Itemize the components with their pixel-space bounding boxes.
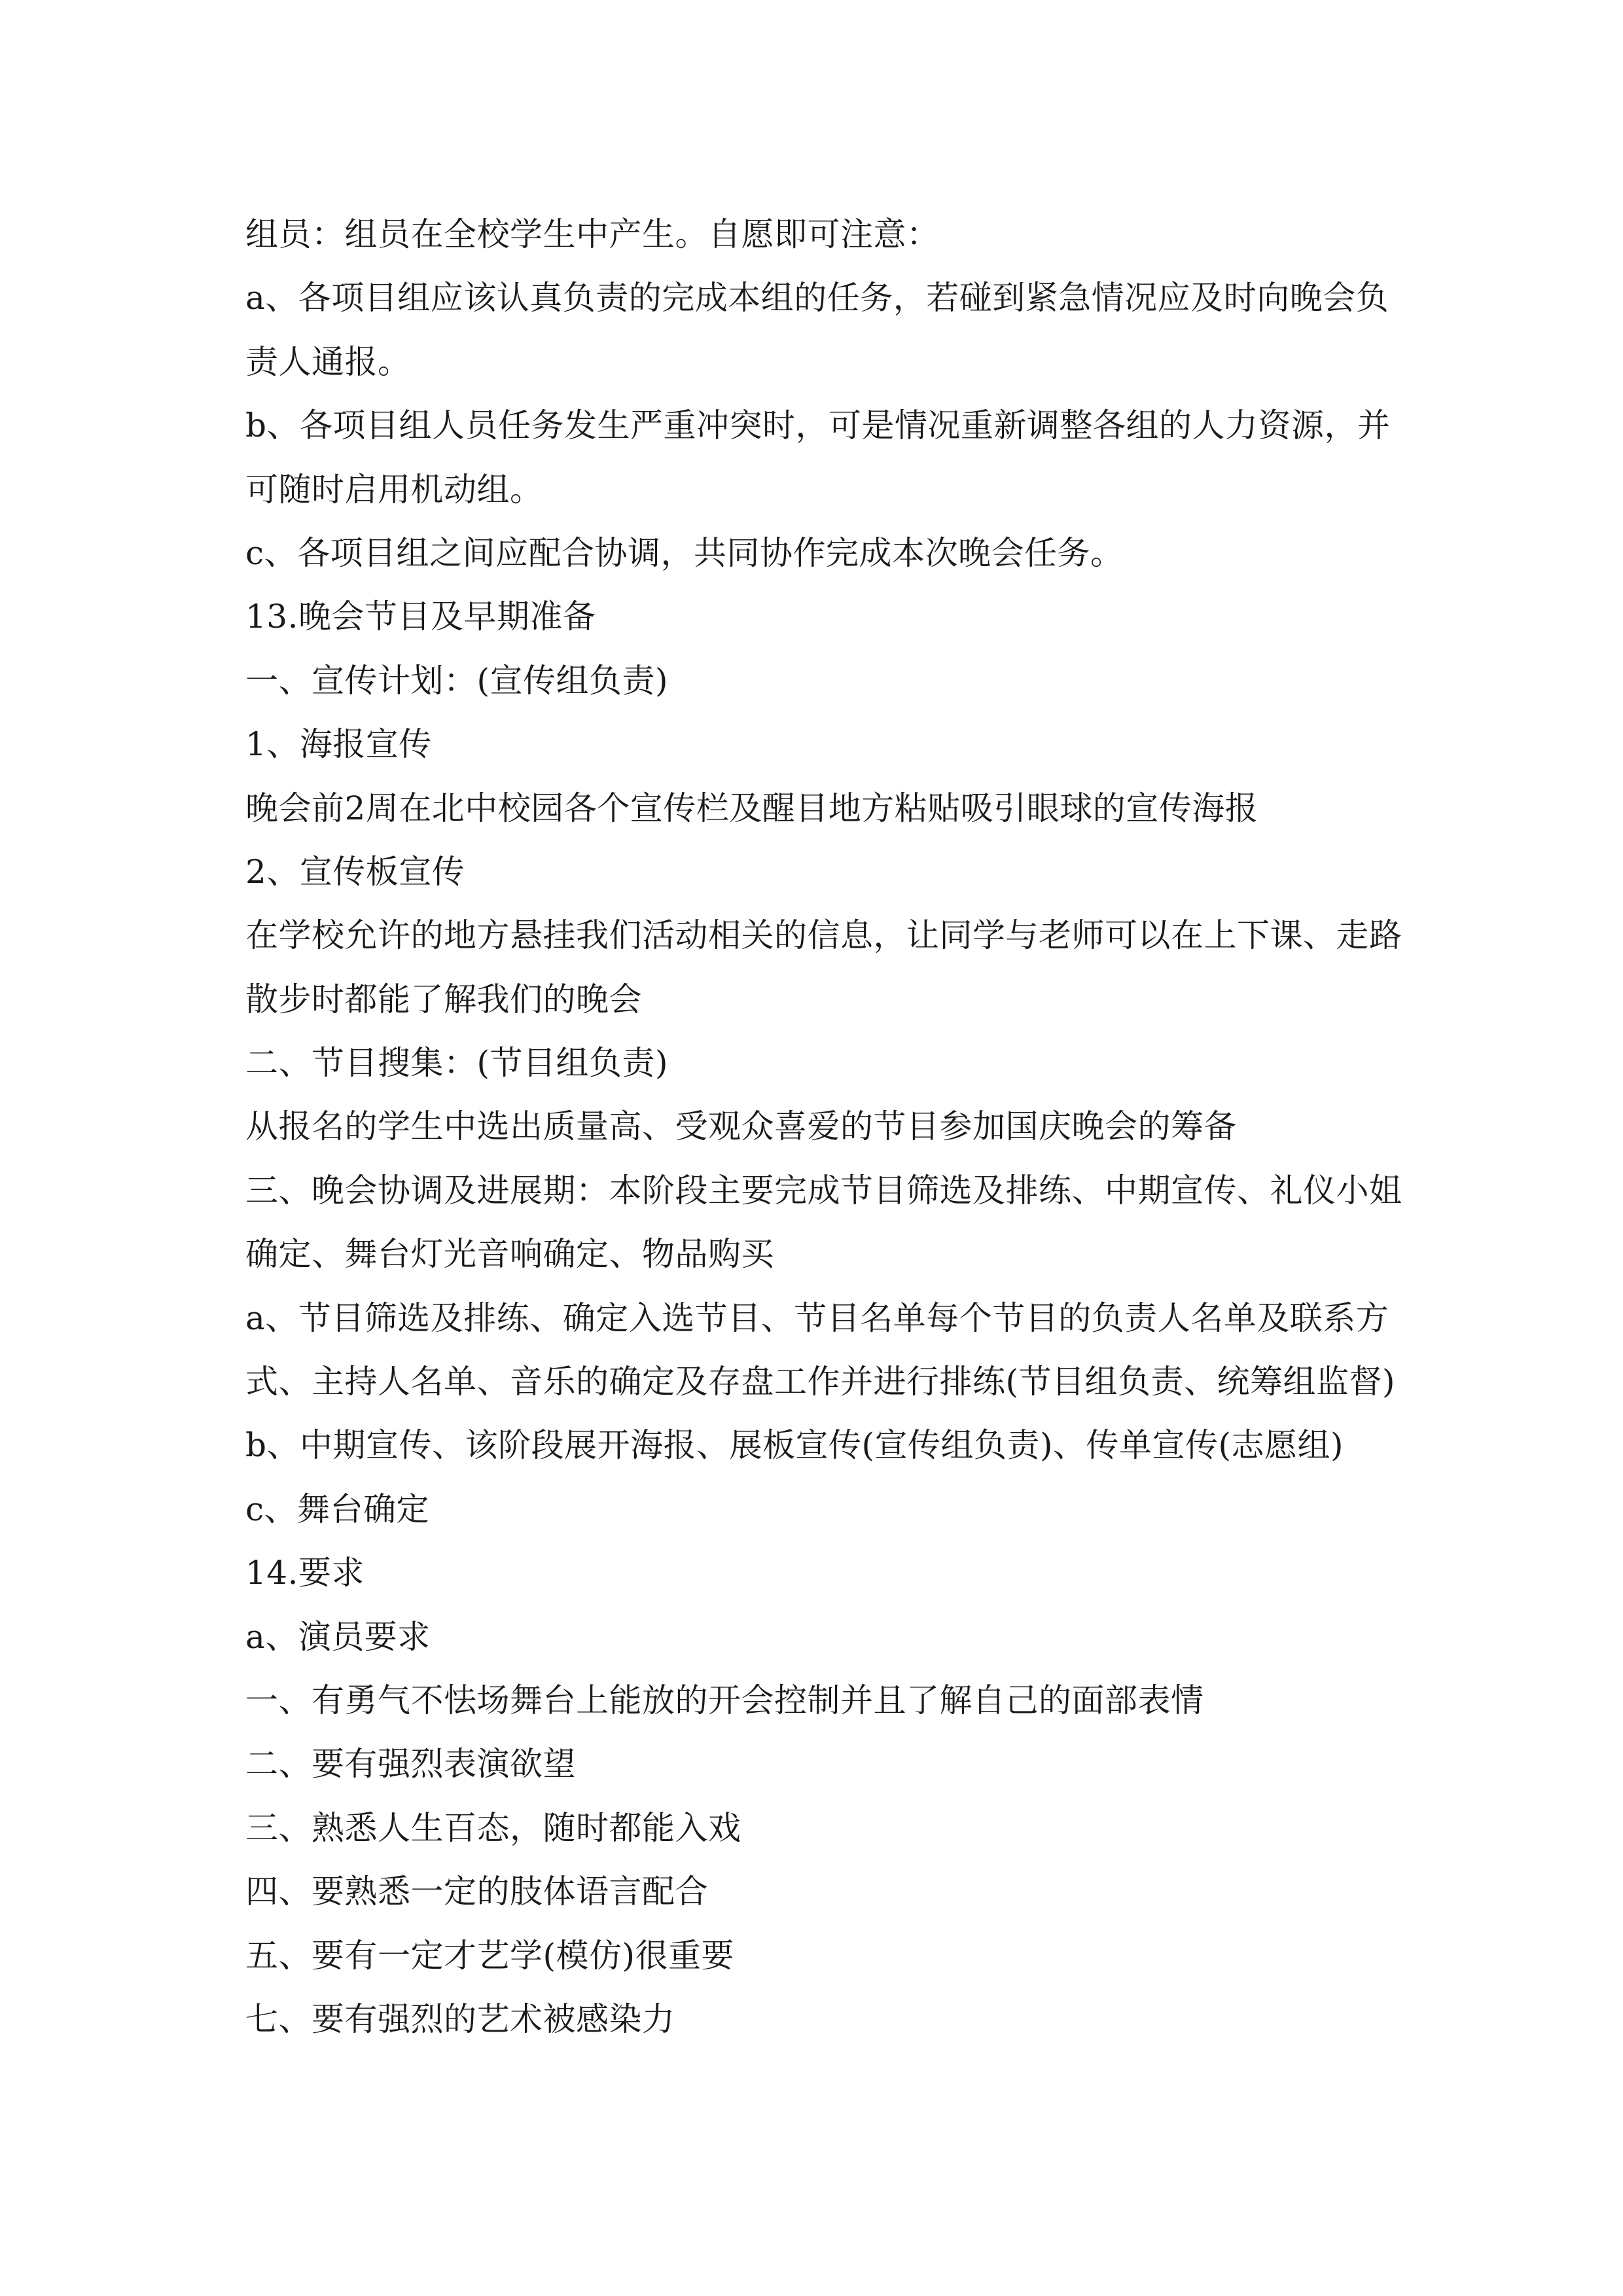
text-line: 确定、舞台灯光音响确定、物品购买 — [245, 1235, 774, 1274]
text-line: 2、宣传板宣传 — [245, 852, 465, 891]
subsection-heading: 二、节目搜集：(节目组负责) — [245, 1044, 669, 1083]
section-heading: 14.要求 — [245, 1554, 365, 1592]
text-line: 从报名的学生中选出质量高、受观众喜爱的节目参加国庆晚会的筹备 — [245, 1107, 1237, 1146]
text-line: 三、熟悉人生百态，随时都能入戏 — [245, 1808, 741, 1847]
text-line: 四、要熟悉一定的肢体语言配合 — [245, 1873, 708, 1911]
text-line: a、节目筛选及排练、确定入选节目、节目名单每个节目的负责人名单及联系方 — [245, 1299, 1389, 1337]
subsection-heading: 三、晚会协调及进展期：本阶段主要完成节目筛选及排练、中期宣传、礼仪小姐 — [245, 1171, 1402, 1210]
text-line: 式、主持人名单、音乐的确定及存盘工作并进行排练(节目组负责、统筹组监督) — [245, 1363, 1396, 1401]
text-line: b、各项目组人员任务发生严重冲突时，可是情况重新调整各组的人力资源，并 — [245, 406, 1391, 445]
text-line: a、演员要求 — [245, 1617, 431, 1656]
text-line: 散步时都能了解我们的晚会 — [245, 980, 642, 1018]
text-line: 五、要有一定才艺学(模仿)很重要 — [245, 1936, 735, 1975]
section-heading: 13.晚会节目及早期准备 — [245, 598, 596, 636]
text-line: 二、要有强烈表演欲望 — [245, 1745, 576, 1784]
text-line: 1、海报宣传 — [245, 725, 432, 764]
text-line: 晚会前2周在北中校园各个宣传栏及醒目地方粘贴吸引眼球的宣传海报 — [245, 789, 1258, 827]
subsection-heading: 一、宣传计划：(宣传组负责) — [245, 661, 669, 700]
text-line: 在学校允许的地方悬挂我们活动相关的信息，让同学与老师可以在上下课、走路 — [245, 916, 1402, 955]
text-line: c、舞台确定 — [245, 1490, 430, 1528]
text-line: b、中期宣传、该阶段展开海报、展板宣传(宣传组负责)、传单宣传(志愿组) — [245, 1426, 1344, 1465]
text-line: 七、要有强烈的艺术被感染力 — [245, 2000, 675, 2038]
text-line: 组员：组员在全校学生中产生。自愿即可注意： — [245, 215, 940, 253]
text-line: 可随时启用机动组。 — [245, 470, 543, 509]
text-line: 一、有勇气不怯场舞台上能放的开会控制并且了解自己的面部表情 — [245, 1681, 1204, 1719]
text-line: a、各项目组应该认真负责的完成本组的任务，若碰到紧急情况应及时向晚会负 — [245, 279, 1389, 317]
text-line: 责人通报。 — [245, 342, 411, 381]
text-line: c、各项目组之间应配合协调，共同协作完成本次晚会任务。 — [245, 533, 1124, 572]
document-body — [245, 203, 1402, 2051]
